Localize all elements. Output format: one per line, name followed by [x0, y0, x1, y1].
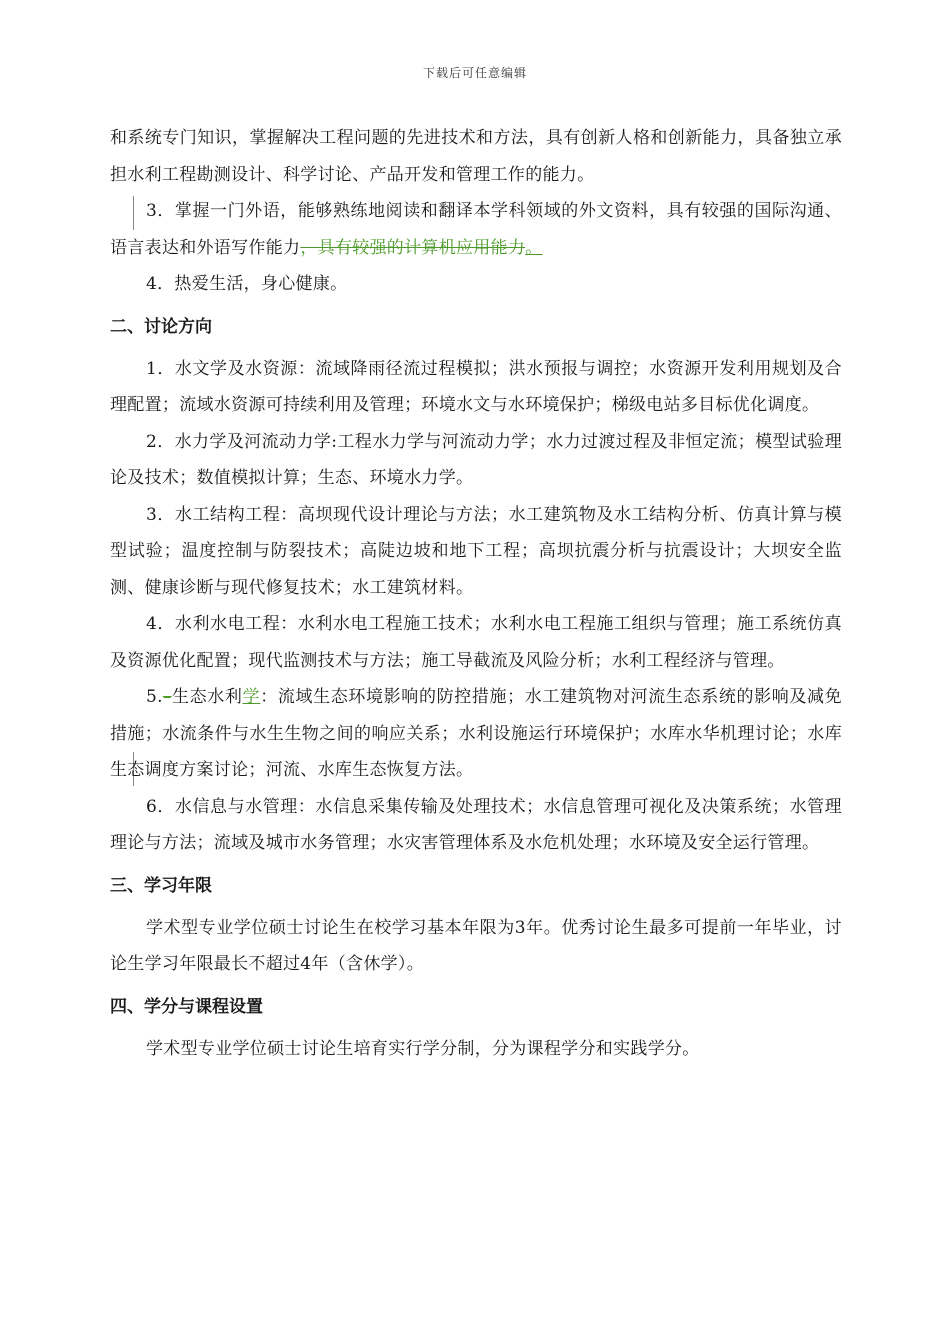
list-item: 2．水力学及河流动力学:工程水力学与河流动力学；水力过渡过程及非恒定流；模型试验理论及技术；数值模拟计算；生态、环境水力学。	[110, 431, 842, 488]
paragraph: 和系统专门知识，掌握解决工程问题的先进技术和方法，具有创新人格和创新能力，具备独立承担水利工程勘测设计、科学讨论、产品开发和管理工作的能力。	[110, 128, 842, 185]
paragraph	[110, 193, 842, 266]
list-item: 3．水工结构工程：高坝现代设计理论与方法；水工建筑物及水工结构分析、仿真计算与模型试验；温度控制与防裂技术；高陡边坡和地下工程；高坝抗震分析与抗震设计；大坝安全监测、健康诊断与现代修复技术；水工建筑材料。	[110, 504, 842, 598]
deleted-text: –	[162, 687, 172, 707]
section-heading: 三、学习年限	[110, 875, 212, 896]
paragraph: 学术型专业学位硕士讨论生培育实行学分制，分为课程学分和实践学分。	[146, 1038, 700, 1059]
inserted-text: 。	[525, 237, 543, 258]
deleted-text: ，具有较强的计算机应用能力	[300, 237, 526, 258]
section-heading: 二、讨论方向	[110, 316, 212, 337]
list-item: 1．水文学及水资源：流域降雨径流过程模拟；洪水预报与调控；水资源开发利用规划及合理配置；流域水资源可持续利用及管理；环境水文与水环境保护；梯级电站多目标优化调度。	[110, 358, 842, 415]
list-item: 6．水信息与水管理：水信息采集传输及处理技术；水信息管理可视化及决策系统；水管理理论与方法；流域及城市水务管理；水灾害管理体系及水危机处理；水环境及安全运行管理。	[110, 796, 842, 853]
text: 5.	[146, 687, 163, 707]
document-body	[110, 120, 842, 1067]
list-item: 4．水利水电工程：水利水电工程施工技术；水利水电工程施工组织与管理；施工系统仿真及资源优化配置；现代监测技术与方法；施工导截流及风险分析；水利工程经济与管理。	[110, 614, 842, 671]
text: 3．掌握一门外语，能够熟练地阅读和翻译本学科领域的外文资料，具有较强的国际沟通、语言表达和外语写作能力	[110, 201, 842, 258]
text: ：流域生态环境影响的防控措施；水工建筑物对河流生态系统的影响及减免措施；水流条件与水生生物之间的响应关系；水利设施运行环境保护；水库水华机理讨论；水库生态调度方案讨论；河流、水库生态恢复方法。	[110, 687, 842, 780]
text: 生态水利	[171, 687, 243, 707]
paragraph: 学术型专业学位硕士讨论生在校学习基本年限为3年。优秀讨论生最多可提前一年毕业，讨论生学习年限最长不超过4年（含休学）。	[110, 917, 842, 974]
paragraph: 4．热爱生活，身心健康。	[146, 274, 348, 294]
list-item	[110, 679, 842, 789]
section-heading: 四、学分与课程设置	[110, 996, 263, 1017]
inserted-text: 学	[242, 687, 261, 707]
page-header: 下载后可任意编辑	[422, 66, 527, 80]
